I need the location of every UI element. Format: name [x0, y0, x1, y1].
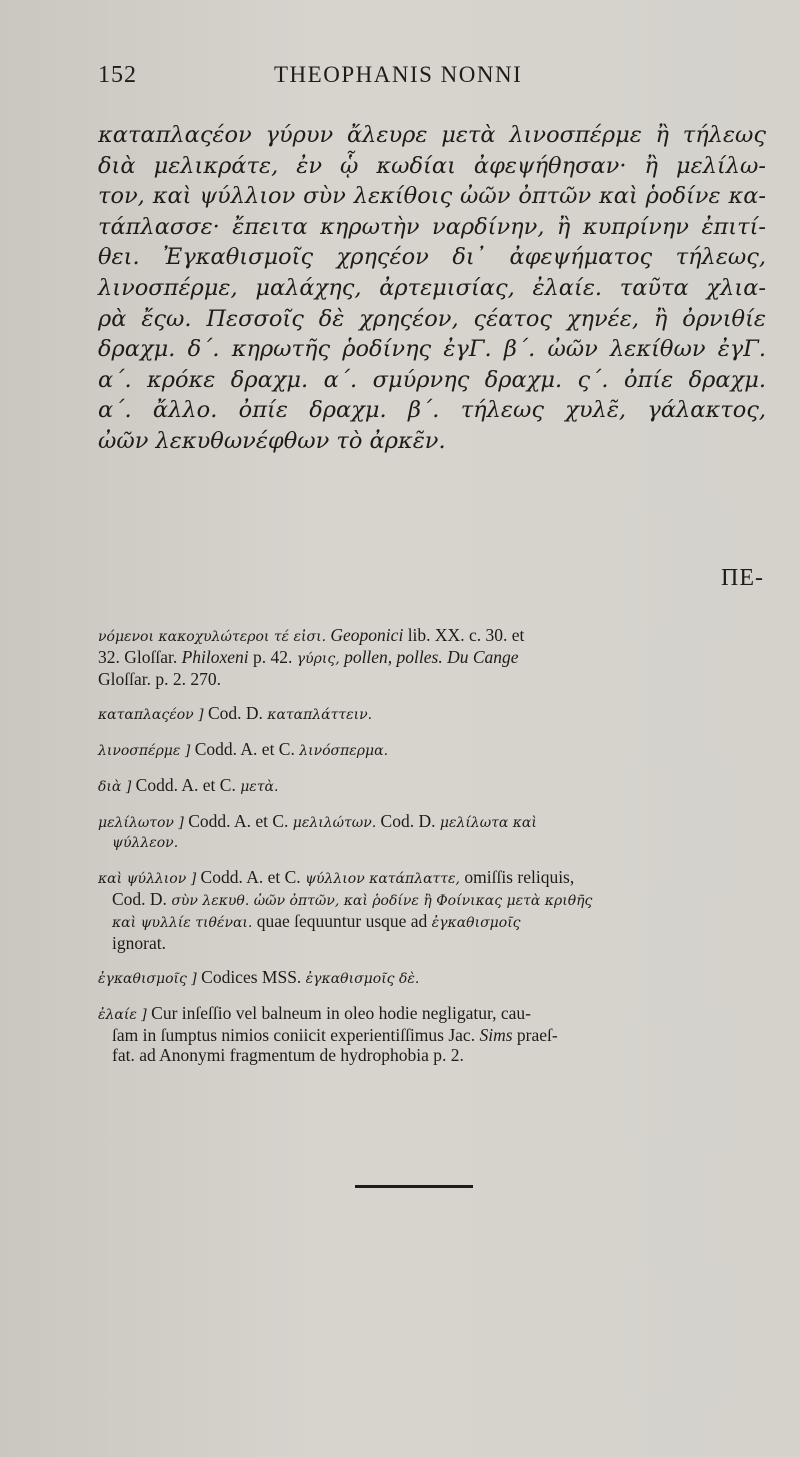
main-line: τον, καὶ ψύλλιον σὺν λεκίθοις ὠῶν ὀπτῶν καὶ ῥοδίνε κα- [98, 183, 766, 210]
footnote: ἐγκαθισμοῖς ] Codices MSS. ἐγκαθισμοῖς δὲ. [98, 967, 420, 987]
running-head: THEOPHANIS NONNI [274, 62, 523, 87]
main-line: τάπλασσε· ἔπειτα κηρωτὴν ναρδίνην, ἢ κυπρίνην ἐπιτί- [98, 213, 766, 240]
main-line: δραχμ. δ΄. κηρωτῆς ῥοδίνης ἐγΓ. β΄. ὠῶν λεκίθων ἐγΓ. [98, 336, 766, 363]
main-line: καταπλαςέον γύρυν ἄλευρε μετὰ λινοσπέρμε ἢ τήλεως [98, 122, 766, 148]
footnotes [98, 625, 766, 1079]
catchword: ΠΕ- [721, 565, 764, 591]
main-line: ρὰ ἔςω. Πεσσοῖς δὲ χρηςέον, ςέατος χηνέε, ἢ ὀρνιθίε [98, 305, 766, 332]
footnote-lemma: καὶ ψύλλιον ] [98, 871, 197, 887]
footnote-lemma: ἐλαίε ] [98, 1007, 147, 1023]
end-rule [355, 1185, 473, 1188]
footnote: καὶ ψύλλιον ] Codd. A. et C. ψύλλιον κατάπλαττε, omiſſis reliquis, Cod. D. σὺν λεκυθ. ὠῶν ὀπτῶν, καὶ ῥοδίνε ἢ Φοίνικας μετὰ κριθῆς καὶ ψυλλίε τιθέναι. quae ſequuntur usque ad ἐγκαθισμοῖς ignorat. [98, 867, 593, 953]
page-number: 152 [98, 62, 137, 88]
main-line: λινοσπέρμε, μαλάχης, ἀρτεμισίας, ἐλαίε. ταῦτα χλια- [98, 274, 766, 301]
footnote-lemma: μελίλωτον ] [98, 815, 184, 831]
footnote-lemma: ἐγκαθισμοῖς ] [98, 971, 197, 987]
footnote: καταπλαςέον ] Cod. D. καταπλάττειν. [98, 703, 373, 723]
footnote-continuation: νόμενοι κακοχυλώτεροι τέ εἰσι. Geoponici lib. XX. c. 30. et 32. Gloſſar. Philoxeni p. 42. γύρις, pollen, polles. Du Cange Gloſſar. p. 2. 270. [98, 625, 525, 689]
footnote: ἐλαίε ] Cur inſeſſio vel balneum in oleo hodie negligatur, cau- ſam in ſumptus nimios coniicit experientiſſimus Jac. Sims praeſ- fat. ad Anonymi fragmentum de hydrophobia p. 2. [98, 1003, 558, 1065]
main-line: διὰ μελικράτε, ἐν ᾧ κωδίαι ἀφεψήθησαν· ἢ μελίλω- [98, 152, 766, 179]
footnote-lemma: λινοσπέρμε ] [98, 743, 191, 759]
main-line: θει. Ἐγκαθισμοῖς χρηςέον δι᾽ ἀφεψήματος τήλεως, [98, 244, 766, 271]
footnote: λινοσπέρμε ] Codd. A. et C. λινόσπερμα. [98, 739, 389, 759]
footnote-lemma: διὰ ] [98, 779, 132, 795]
footnote-lemma: καταπλαςέον ] [98, 707, 204, 723]
main-line: α΄. κρόκε δραχμ. α΄. σμύρνης δραχμ. ς΄. ὀπίε δραχμ. [98, 366, 766, 393]
footnote: διὰ ] Codd. A. et C. μετὰ. [98, 775, 279, 795]
footnote: μελίλωτον ] Codd. A. et C. μελιλώτων. Cod. D. μελίλωτα καὶ ψύλλεον. [98, 811, 537, 851]
page-header [98, 62, 764, 96]
main-line: ὠῶν λεκυθωνέφθων τὸ ἀρκε̃ν. [98, 427, 446, 454]
main-line: α΄. ἄλλο. ὀπίε δραχμ. β΄. τήλεως χυλε̃, γάλακτος, [98, 397, 766, 424]
main-greek-text [98, 120, 766, 457]
